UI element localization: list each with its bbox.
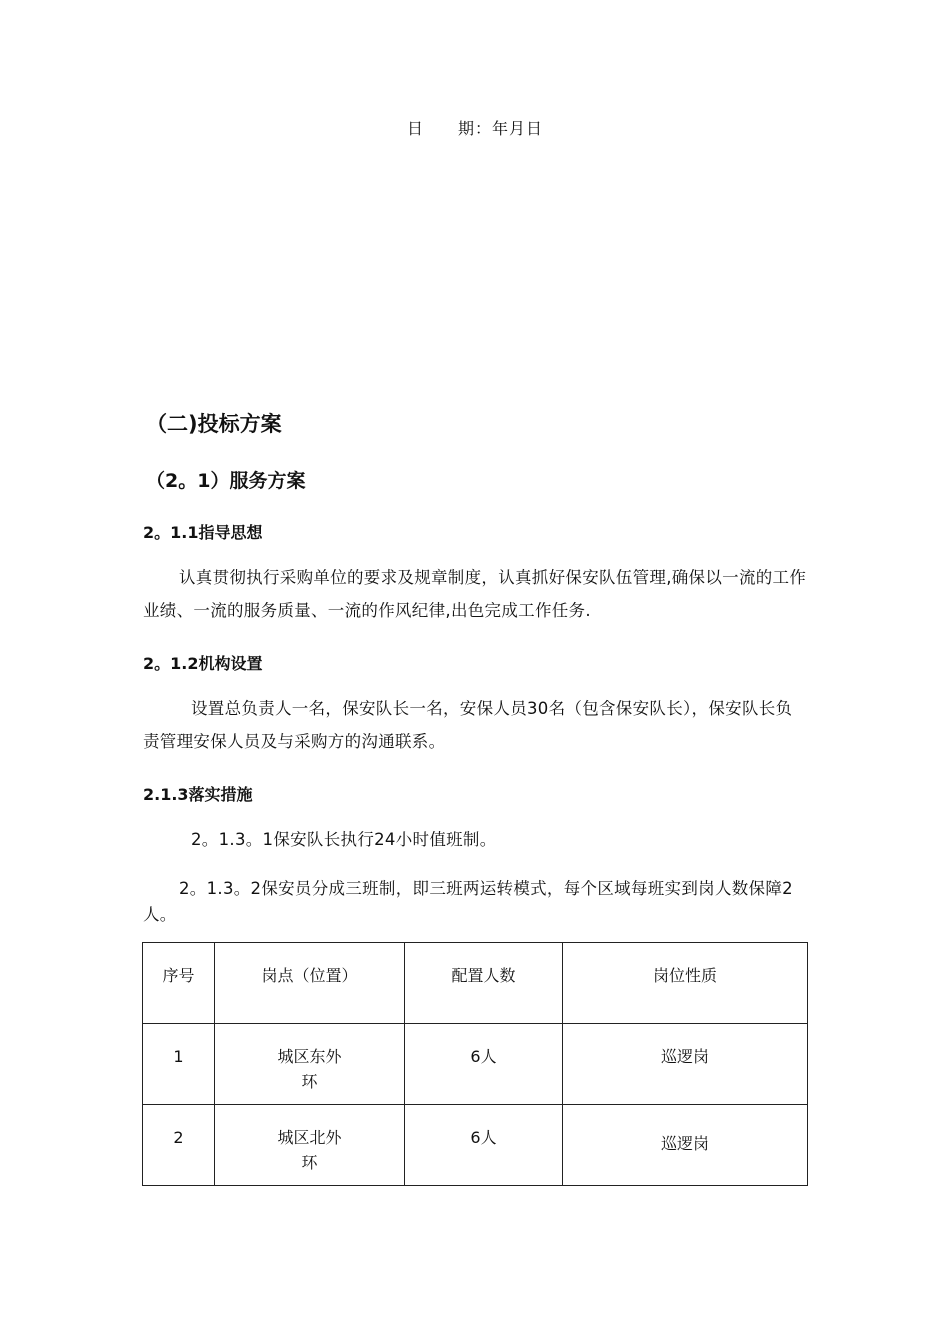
date-line <box>0 116 950 139</box>
table-row <box>143 1024 808 1105</box>
measures-item-2: 2。1.3。2保安员分成三班制，即三班两运转模式，每个区域每班实到岗人数保障2人。 <box>143 879 793 924</box>
cell-type: 巡逻岗 <box>563 1024 808 1105</box>
cell-no: 1 <box>143 1024 215 1105</box>
organization-heading: 2。1.2机构设置 <box>143 654 263 673</box>
table-row <box>143 1105 808 1186</box>
header-type: 岗位性质 <box>563 943 808 1024</box>
location-text: 城区东外环 <box>277 1047 342 1091</box>
header-no: 序号 <box>143 943 215 1024</box>
guiding-paragraph: 认真贯彻执行采购单位的要求及规章制度，认真抓好保安队伍管理,确保以一流的工作业绩、一流的服务质量、一流的作风纪律,出色完成工作任务. <box>143 568 807 620</box>
cell-staff: 6人 <box>405 1024 563 1105</box>
date-value: 期：年月日 <box>458 119 544 138</box>
table-header-row <box>143 943 808 1024</box>
positions-table <box>142 942 808 1186</box>
cell-no: 2 <box>143 1105 215 1186</box>
cell-type: 巡逻岗 <box>563 1105 808 1186</box>
section-title: （二)投标方案 <box>146 412 282 436</box>
cell-location <box>215 1024 405 1105</box>
guiding-heading: 2。1.1指导思想 <box>143 523 263 542</box>
organization-paragraph: 设置总负责人一名，保安队长一名，安保人员30名（包含保安队长），保安队长负责管理安保人员及与采购方的沟通联系。 <box>143 699 793 751</box>
header-location: 岗点（位置） <box>215 943 405 1024</box>
location-text: 城区北外环 <box>277 1128 342 1172</box>
cell-staff: 6人 <box>405 1105 563 1186</box>
measures-item-1: 2。1.3。1保安队长执行24小时值班制。 <box>191 830 497 849</box>
section-subtitle: （2。1）服务方案 <box>146 470 306 492</box>
header-staff: 配置人数 <box>405 943 563 1024</box>
date-label-day: 日 <box>406 119 424 138</box>
measures-heading: 2.1.3落实措施 <box>143 785 253 804</box>
cell-location <box>215 1105 405 1186</box>
